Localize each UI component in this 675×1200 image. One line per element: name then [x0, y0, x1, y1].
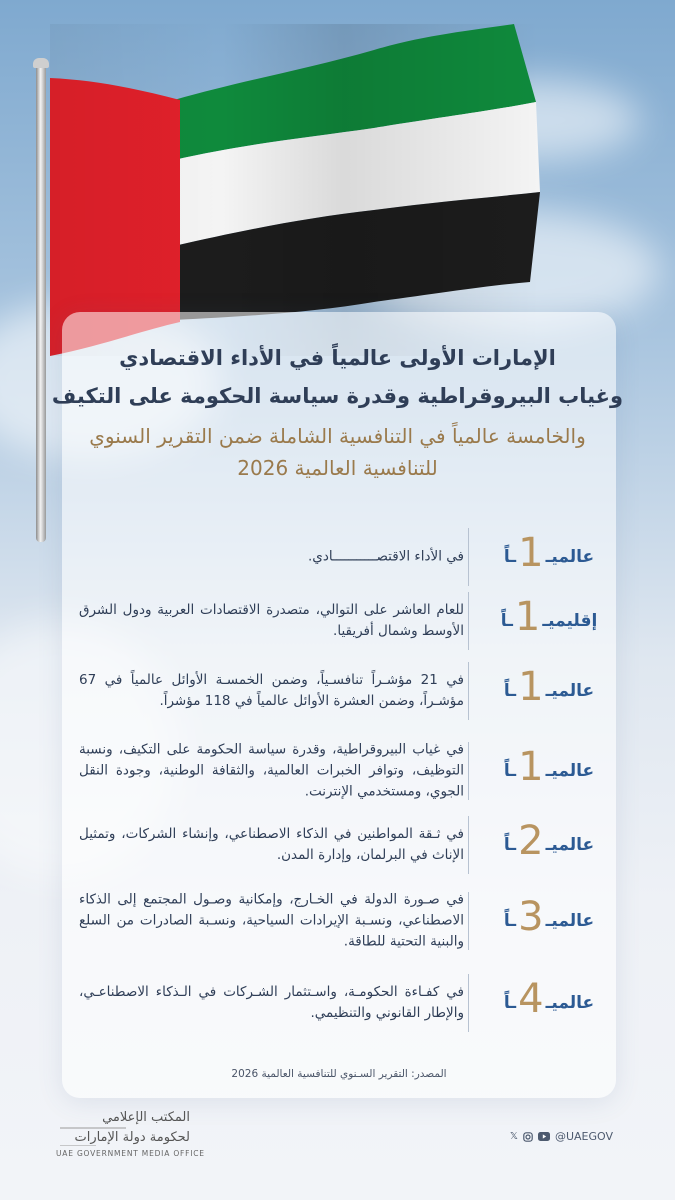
footer: [0, 1108, 675, 1168]
uae-flag: [44, 20, 544, 360]
rank-suffix: ـاً: [503, 911, 517, 931]
rank-description: في 21 مؤشـراً تنافسـياً، وضمن الخمسـة الأوائل عالمياً في 67 مؤشـراً، وضمن العشرة الأوائل عالمياً في 118 مؤشراً.: [79, 672, 465, 709]
headline-line-2: وغياب البيروقراطية وقدرة سياسة الحكومة على التكيف: [51, 384, 624, 408]
ranking-row: [64, 968, 616, 1038]
rank-scope: عالميـ: [545, 681, 595, 701]
rank-description: في صـورة الدولة في الخـارج، وإمكانية وصـول المجتمع إلى الذكاء الاصطناعي، ونسـبة الإيرادات السياحية، ونسـبة الصادرات من السلع والبنية التحتية للطاقة.: [79, 891, 464, 950]
ranking-row: [64, 886, 616, 956]
headline-line-1: الإمارات الأولى عالمياً في الأداء الاقتصادي: [119, 346, 556, 370]
rank-suffix: ـاً: [503, 547, 517, 567]
rank-scope: إقليميـ: [542, 611, 598, 631]
rank-number: 3: [518, 894, 544, 940]
rank-description: في كفـاءة الحكومـة، واسـتثمار الشـركات في الـذكاء الاصطناعـي، والإطار القانوني والتنظيمي.: [79, 984, 464, 1021]
social-handle[interactable]: @UAEGOV: [554, 1130, 613, 1143]
rank-scope: عالميـ: [545, 911, 595, 931]
rank-badge: [482, 586, 616, 656]
row-divider: [468, 816, 469, 874]
row-divider: [468, 974, 469, 1032]
rank-description: للعام العاشر على التوالي، متصدرة الاقتصادات العربية ودول الشرق الأوسط وشمال أفريقيا.: [79, 602, 464, 639]
source-note: المصدر: التقرير السـنوي للتنافسية العالمية 2026: [231, 1068, 447, 1080]
rank-suffix: ـاً: [500, 611, 513, 631]
rank-number: 1: [518, 744, 544, 790]
ranking-row: [64, 656, 616, 726]
rank-suffix: ـاً: [503, 835, 517, 855]
row-divider: [468, 592, 469, 650]
subtitle-line-2: للتنافسية العالمية 2026: [237, 456, 438, 480]
instagram-icon[interactable]: [523, 1132, 533, 1142]
rank-description: في غياب البيروقراطية، وقدرة سياسة الحكومة على التكيف، ونسبة التوظيف، وتوافر الخبرات العالمية، والثقافة الوطنية، وجودة النقل الجوي، ومستخدمي الإنترنت.: [79, 741, 464, 800]
rank-scope: عالميـ: [545, 835, 595, 855]
media-office-logo-arabic-line-2: لحكومة دولة الإمارات: [74, 1130, 190, 1145]
media-office-logo-arabic-line-1: المكتب الإعلامي: [102, 1110, 190, 1125]
rank-number: 1: [514, 594, 541, 640]
row-divider: [468, 742, 469, 800]
rank-badge: [482, 736, 616, 806]
rank-suffix: ـاً: [503, 681, 517, 701]
x-icon[interactable]: 𝕏: [509, 1131, 518, 1142]
ranking-row: [64, 586, 616, 656]
social-links: [510, 1130, 613, 1143]
rank-scope: عالميـ: [545, 993, 595, 1013]
rank-badge: [482, 968, 616, 1038]
row-divider: [468, 892, 469, 950]
ranking-row: [64, 522, 616, 592]
rank-number: 2: [518, 818, 544, 864]
rank-scope: عالميـ: [545, 761, 595, 781]
row-divider: [468, 528, 469, 586]
rank-badge: [482, 886, 616, 956]
rank-description: في ثـقة المواطنين في الذكاء الاصطناعي، وإنشاء الشركات، وتمثيل الإناث في البرلمان، وإدارة المدن.: [79, 826, 464, 863]
subtitle-line-1: والخامسة عالمياً في التنافسية الشاملة ضمن التقرير السنوي: [89, 424, 586, 448]
rank-number: 1: [518, 530, 544, 576]
rank-badge: [482, 522, 616, 592]
rank-badge: [482, 810, 616, 880]
rank-suffix: ـاً: [503, 993, 517, 1013]
youtube-icon[interactable]: [538, 1132, 550, 1141]
rank-description: في الأداء الاقتصـــــــــــادي.: [307, 548, 464, 565]
rank-number: 1: [518, 664, 544, 710]
rank-suffix: ـاً: [503, 761, 517, 781]
row-divider: [468, 662, 469, 720]
media-office-logo-english: UAE GOVERNMENT MEDIA OFFICE: [56, 1149, 205, 1158]
rank-scope: عالميـ: [545, 547, 595, 567]
ranking-row: [64, 736, 616, 806]
ranking-row: [64, 810, 616, 880]
rank-badge: [482, 656, 616, 726]
rank-number: 4: [518, 976, 544, 1022]
